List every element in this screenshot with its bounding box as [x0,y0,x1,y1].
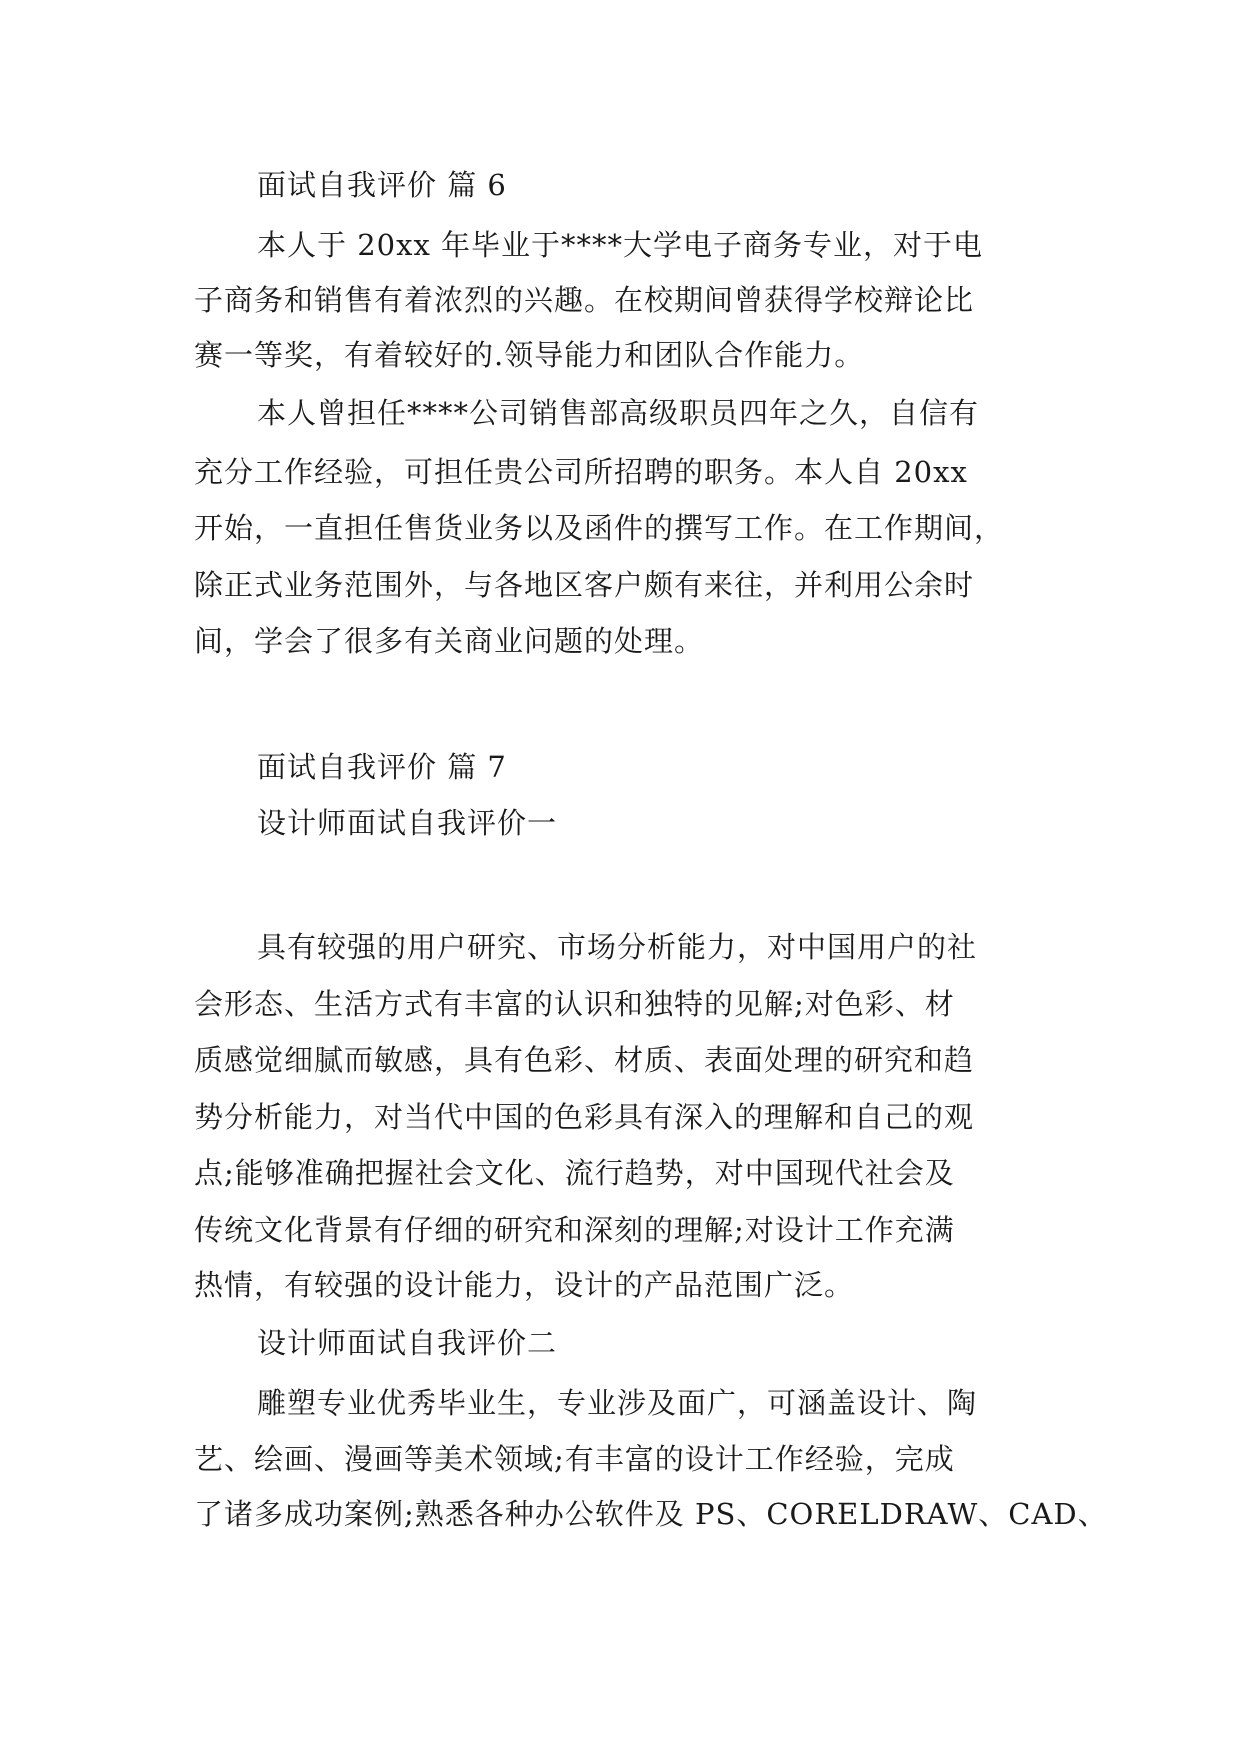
paragraph-line: 充分工作经验，可担任贵公司所招聘的职务。本人自 20xx [194,455,968,489]
paragraph-line: 传统文化背景有仔细的研究和深刻的理解;对设计工作充满 [194,1213,955,1247]
paragraph-line: 了诸多成功案例;熟悉各种办公软件及 PS、CORELDRAW、CAD、 [194,1497,1108,1531]
paragraph-line: 本人曾担任****公司销售部高级职员四年之久，自信有 [257,396,980,430]
paragraph-line: 艺、绘画、漫画等美术领域;有丰富的设计工作经验，完成 [194,1442,955,1476]
paragraph-line: 热情，有较强的设计能力，设计的产品范围广泛。 [194,1268,855,1302]
paragraph-line: 赛一等奖，有着较好的.领导能力和团队合作能力。 [194,338,865,372]
paragraph-line: 会形态、生活方式有丰富的认识和独特的见解;对色彩、材 [194,987,955,1021]
paragraph-line: 除正式业务范围外，与各地区客户颇有来往，并利用公余时 [194,568,975,602]
paragraph-line: 开始，一直担任售货业务以及函件的撰写工作。在工作期间， [194,511,1005,545]
subheading-designer-1: 设计师面试自我评价一 [257,806,558,840]
paragraph-line: 本人于 20xx 年毕业于****大学电子商务专业，对于电 [257,228,984,262]
paragraph-line: 雕塑专业优秀毕业生，专业涉及面广，可涵盖设计、陶 [257,1386,978,1420]
section-heading-7: 面试自我评价 篇 7 [257,750,507,784]
paragraph-line: 势分析能力，对当代中国的色彩具有深入的理解和自己的观 [194,1100,975,1134]
paragraph-line: 质感觉细腻而敏感，具有色彩、材质、表面处理的研究和趋 [194,1043,975,1077]
paragraph-line: 间，学会了很多有关商业问题的处理。 [194,624,705,658]
section-heading-6: 面试自我评价 篇 6 [257,168,507,202]
paragraph-line: 具有较强的用户研究、市场分析能力，对中国用户的社 [257,930,978,964]
subheading-designer-2: 设计师面试自我评价二 [257,1326,558,1360]
paragraph-line: 点;能够准确把握社会文化、流行趋势，对中国现代社会及 [194,1156,955,1190]
paragraph-line: 子商务和销售有着浓烈的兴趣。在校期间曾获得学校辩论比 [194,283,975,317]
